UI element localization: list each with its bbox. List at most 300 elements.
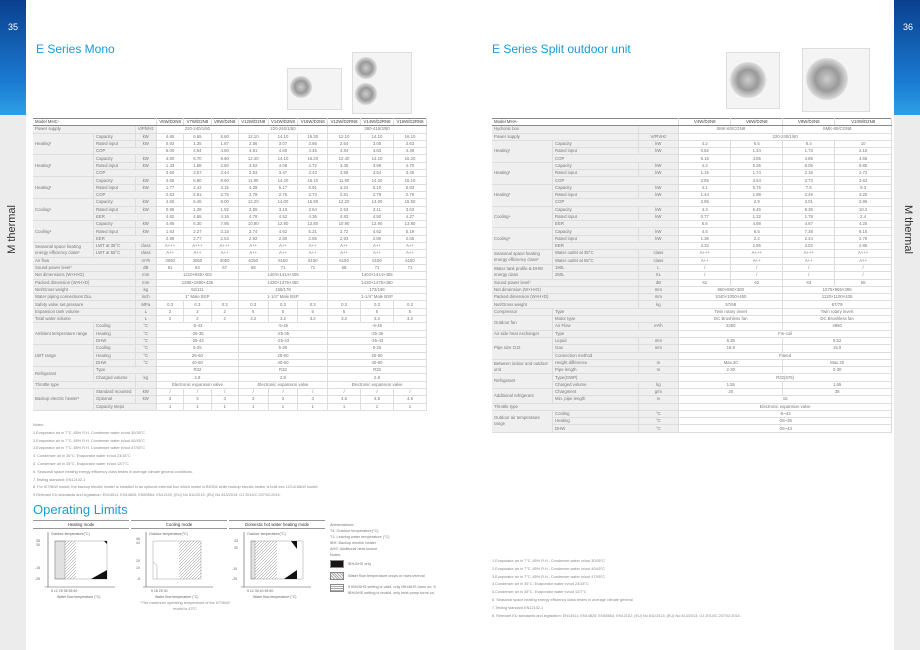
table-cell: 3 bbox=[298, 396, 328, 403]
table-cell: 3.53 bbox=[238, 170, 268, 177]
table-row bbox=[33, 243, 427, 250]
table-cell: 6150 bbox=[238, 257, 268, 264]
table-cell: 5.17 bbox=[268, 184, 298, 191]
table-cell: 1.36 bbox=[679, 235, 731, 242]
row-sublabel: Capacity bbox=[94, 199, 136, 206]
table-cell: 173/195 bbox=[328, 286, 427, 293]
table-cell: 1 bbox=[328, 403, 361, 410]
row-sublabel: LWT at 55°C bbox=[94, 250, 136, 257]
table-cell: 1 bbox=[361, 403, 394, 410]
table-cell: 5.15 bbox=[679, 155, 731, 162]
table-row bbox=[492, 228, 892, 235]
row-unit: kW bbox=[135, 396, 156, 403]
table-cell: 68 bbox=[328, 264, 361, 271]
table-row bbox=[492, 316, 892, 323]
table-cell: 4.80 bbox=[156, 155, 183, 162]
model-label: Model MHC- bbox=[33, 119, 156, 126]
row-group-label: Ambient temperature range bbox=[33, 323, 94, 345]
table-cell: 4.36 bbox=[298, 213, 328, 220]
table-cell: 3.2 bbox=[393, 316, 426, 323]
row-sublabel: Type bbox=[553, 308, 679, 315]
table-cell: 0.3 bbox=[361, 301, 394, 308]
row-sublabel: Heating bbox=[553, 418, 639, 425]
table-row bbox=[33, 177, 427, 184]
table-cell: 4950 bbox=[783, 323, 892, 330]
table-cell: 3.65 bbox=[679, 177, 731, 184]
table-cell: 1.74 bbox=[731, 170, 783, 177]
table-cell: A++ bbox=[184, 250, 211, 257]
row-unit: kW bbox=[135, 140, 156, 147]
blue-corner-band bbox=[894, 0, 920, 115]
table-cell: 3.2 bbox=[238, 316, 268, 323]
svg-text:Water flow temperature (°C): Water flow temperature (°C) bbox=[155, 595, 199, 599]
table-cell: 12.90 bbox=[361, 221, 394, 228]
table-cell: 9.85 bbox=[835, 162, 892, 169]
table-cell: 0.3 bbox=[238, 301, 268, 308]
table-cell: 4.67 bbox=[783, 221, 835, 228]
table-cell: 3.11 bbox=[361, 206, 394, 213]
table-cell: 3.63 bbox=[393, 206, 426, 213]
table-cell: 16.10 bbox=[393, 133, 426, 140]
table-cell: 3.59 bbox=[328, 170, 361, 177]
table-cell: 3 bbox=[184, 396, 211, 403]
table-cell: 2.77 bbox=[184, 235, 211, 242]
row-group-label: Refrigerant bbox=[492, 374, 553, 389]
table-cell: 2 bbox=[156, 316, 183, 323]
row-sublabel: Cooling bbox=[553, 410, 639, 417]
table-cell: 3.15 bbox=[211, 184, 238, 191]
table-cell: A+++ bbox=[184, 243, 211, 250]
svg-text:5 12 35 40 55 60: 5 12 35 40 55 60 bbox=[247, 589, 274, 593]
row-group-label: Cooling⁴ bbox=[33, 199, 94, 221]
table-cell: 5-25 bbox=[156, 345, 238, 352]
page-number: 35 bbox=[8, 22, 19, 32]
table-cell: 1 bbox=[268, 403, 298, 410]
table-cell: 6.45 bbox=[731, 206, 783, 213]
chart-heating-mode bbox=[33, 520, 129, 599]
row-label: Net/Gross weight bbox=[492, 301, 638, 308]
row-unit: °C bbox=[135, 330, 156, 337]
table-cell: 2.27 bbox=[184, 228, 211, 235]
table-cell: 5.91 bbox=[298, 184, 328, 191]
row-sublabel: Optional bbox=[94, 396, 136, 403]
row-sublabel: Capacity bbox=[553, 162, 639, 169]
table-cell: 2.8 bbox=[156, 374, 238, 381]
table-cell: -25-43 bbox=[328, 337, 427, 344]
table-row bbox=[492, 272, 892, 279]
operating-limits-legend: Abbreviations: T4: Outdoor temperature(°C) T1: Leaving water temperature (°C) IBH: Backup electric heater AHS: Additional heat source Notes: IBH/AHS only Water flow temperature drops or rises interval If IBH/AHS setting is valid, only IBH/AHS turns on; If IBH/AHS setting is invalid, only heat pump turns on. bbox=[330, 522, 450, 596]
table-cell: -5-46 bbox=[328, 323, 427, 330]
row-unit: class bbox=[638, 250, 679, 257]
table-cell: 12.20 bbox=[328, 199, 361, 206]
table-cell: A++ bbox=[298, 243, 328, 250]
note-line: 1.Evaporator air in 7°C, 85% R.H., Condenser water in/out 30/35°C bbox=[492, 559, 605, 563]
svg-text:-25: -25 bbox=[35, 577, 41, 581]
table-row bbox=[492, 308, 892, 315]
table-cell: / bbox=[783, 272, 835, 279]
model-column-header: V4W/D2N8 bbox=[679, 119, 731, 126]
table-cell: 1.73 bbox=[783, 148, 835, 155]
row-label: Net dimension (W×H×D) bbox=[492, 286, 638, 293]
table-cell: 1404×1414×405 bbox=[238, 272, 327, 279]
row-sublabel: Min. pipe length bbox=[553, 396, 639, 403]
table-row bbox=[492, 177, 892, 184]
table-cell: Electronic expansion valve bbox=[238, 381, 327, 388]
table-cell: A++ bbox=[156, 250, 183, 257]
table-cell: -25-43 bbox=[156, 337, 238, 344]
table-cell: 3.64 bbox=[298, 206, 328, 213]
table-cell: 40-60 bbox=[156, 359, 238, 366]
row-unit: m³/h bbox=[638, 323, 679, 330]
table-cell: A++ bbox=[268, 243, 298, 250]
table-row bbox=[492, 381, 892, 388]
row-unit: kg bbox=[638, 381, 679, 388]
table-cell: 4.60 bbox=[156, 199, 183, 206]
table-cell: 3.64 bbox=[731, 177, 783, 184]
table-cell: 8.15 bbox=[835, 228, 892, 235]
row-unit: kW bbox=[638, 148, 679, 155]
table-cell: 14.20 bbox=[361, 177, 394, 184]
table-cell: 92/111 bbox=[156, 286, 238, 293]
row-sublabel: Heating bbox=[94, 330, 136, 337]
row-sublabel: Type(GWP) bbox=[553, 374, 679, 381]
chart-title: Heating mode bbox=[33, 521, 129, 529]
table-cell: Electronic expansion valve bbox=[328, 381, 427, 388]
right-side-tab bbox=[894, 0, 920, 650]
lines-swatch-icon bbox=[330, 584, 344, 592]
table-row bbox=[492, 213, 892, 220]
row-label: Total water volume bbox=[33, 316, 135, 323]
table-cell: 1.32 bbox=[731, 213, 783, 220]
note-line: 5. Condenser air in 35°C, Evaporator water in/out 12/7°C bbox=[33, 461, 129, 466]
row-group-label: Heating³ bbox=[492, 184, 553, 206]
row-group-label: Refrigerant bbox=[33, 367, 94, 382]
table-cell: 1 bbox=[184, 403, 211, 410]
table-cell: 2.95 bbox=[835, 243, 892, 250]
table-cell: 14.10 bbox=[268, 133, 298, 140]
svg-text:Outdoor temperature(°C): Outdoor temperature(°C) bbox=[247, 532, 286, 536]
table-cell: 2.72 bbox=[835, 170, 892, 177]
chart-cooling-mode bbox=[131, 520, 227, 599]
table-cell: 3.05 bbox=[361, 140, 394, 147]
model-label: Model MHA- bbox=[492, 119, 679, 126]
note-line: 2.Evaporator air in 7°C, 85% R.H, Condenser water in/out 40/45°C bbox=[33, 438, 145, 443]
table-cell: 20 bbox=[679, 388, 783, 395]
table-cell: 1 bbox=[156, 403, 183, 410]
table-cell: 4.1 bbox=[679, 184, 731, 191]
table-cell: 4.5 bbox=[679, 228, 731, 235]
row-group-label: Cooling⁵ bbox=[33, 221, 94, 243]
row-label: Air flow bbox=[33, 257, 135, 264]
table-cell: 2 bbox=[211, 308, 238, 315]
row-sublabel: Capacity bbox=[94, 133, 136, 140]
table-cell: 2.63 bbox=[156, 191, 183, 198]
row-unit bbox=[638, 126, 679, 133]
table-cell: 4.16 bbox=[211, 213, 238, 220]
cooling-footnote: *The maximum operating temperature of the 5/7/9kW model is 43°C bbox=[140, 601, 230, 611]
row-sublabel: DHW bbox=[553, 425, 639, 432]
table-cell: 3.07 bbox=[268, 140, 298, 147]
row-unit: kW bbox=[135, 133, 156, 140]
table-cell: 3.73 bbox=[783, 177, 835, 184]
row-group-label: Additional refrigerant bbox=[492, 388, 553, 403]
table-cell: 5.10 bbox=[361, 184, 394, 191]
table-cell: SMK-80/CGN8 bbox=[783, 126, 892, 133]
row-sublabel: Rated input bbox=[94, 140, 136, 147]
row-unit bbox=[135, 381, 156, 388]
model-column-header: V14W/D2RN8 bbox=[361, 119, 394, 126]
table-cell: 16.20 bbox=[298, 155, 328, 162]
row-sublabel: Rated input bbox=[94, 206, 136, 213]
row-sublabel: Capacity bbox=[553, 206, 639, 213]
table-cell: 3 bbox=[211, 396, 238, 403]
table-cell: 12.90 bbox=[268, 221, 298, 228]
row-sublabel: DHW bbox=[94, 337, 136, 344]
note-line: 8. For 5/7/9kW model, the backup electric heater is installed in an optional external box which model is BH304 while backup electric heater is built into 12/14/16kW model. bbox=[33, 485, 319, 490]
table-cell: 13.80 bbox=[298, 221, 328, 228]
table-cell: Twin rotary invert bbox=[679, 308, 783, 315]
table-cell: 3.2 bbox=[361, 316, 394, 323]
table-row bbox=[492, 140, 892, 147]
row-unit: °C bbox=[135, 359, 156, 366]
model-column-header: V10W/D2N8 bbox=[835, 119, 892, 126]
row-sublabel: EER bbox=[94, 213, 157, 220]
row-unit: V/Ph/Hz bbox=[135, 126, 156, 133]
page-number: 36 bbox=[902, 22, 913, 32]
row-unit: kW bbox=[638, 213, 679, 220]
table-cell: 4.3 bbox=[679, 206, 731, 213]
table-cell: 2.86 bbox=[835, 199, 892, 206]
row-sublabel: COP bbox=[553, 177, 679, 184]
table-cell: 4.85 bbox=[783, 155, 835, 162]
table-cell: 2.92 bbox=[238, 235, 268, 242]
table-row bbox=[33, 264, 427, 271]
table-cell: 4.83 bbox=[328, 213, 361, 220]
table-cell: 1 bbox=[298, 403, 328, 410]
row-sublabel: Standard mounted bbox=[94, 388, 136, 395]
table-cell: 2.8 bbox=[328, 374, 427, 381]
table-cell: 1-1/4" Male BSP bbox=[328, 294, 427, 301]
row-sublabel: Water outlet at 55°C bbox=[553, 257, 639, 264]
svg-text:10: 10 bbox=[136, 566, 140, 570]
table-cell: 4.60 bbox=[268, 148, 298, 155]
table-cell: 0.3 bbox=[268, 301, 298, 308]
row-group-label: Compressor bbox=[492, 308, 553, 315]
table-cell: 16.30 bbox=[298, 133, 328, 140]
table-cell: 4.5 bbox=[361, 396, 394, 403]
table-cell: 1120×1100×435 bbox=[783, 294, 892, 301]
table-row bbox=[33, 316, 427, 323]
svg-text:-25: -25 bbox=[232, 577, 238, 581]
table-cell: 25-60 bbox=[238, 352, 327, 359]
table-row bbox=[492, 352, 892, 359]
table-cell: 1 bbox=[211, 403, 238, 410]
table-cell: 1404×1414×405 bbox=[328, 272, 427, 279]
table-cell: 4.85 bbox=[156, 221, 183, 228]
table-cell: 6150 bbox=[328, 257, 361, 264]
table-cell: 6.30 bbox=[184, 221, 211, 228]
row-unit: kW bbox=[638, 235, 679, 242]
table-cell: 1.63 bbox=[156, 228, 183, 235]
row-group-label: Water tank profile & DHW energy class bbox=[492, 264, 553, 279]
table-row bbox=[492, 206, 892, 213]
table-cell: Max.20 bbox=[783, 359, 892, 366]
table-cell: 4.65 bbox=[184, 213, 211, 220]
table-row bbox=[492, 279, 892, 286]
table-cell: 3 bbox=[268, 396, 298, 403]
table-cell: 2.53 bbox=[211, 235, 238, 242]
table-cell: 10.90 bbox=[328, 221, 361, 228]
row-unit: kg bbox=[135, 374, 156, 381]
row-unit: g/m bbox=[638, 388, 679, 395]
table-cell: 4.2 bbox=[679, 162, 731, 169]
table-cell: / bbox=[783, 264, 835, 271]
svg-text:5 18 25 30: 5 18 25 30 bbox=[151, 589, 168, 593]
table-cell: DC Brushless fan bbox=[679, 316, 783, 323]
row-unit: dB bbox=[135, 264, 156, 271]
row-group-label: Heating¹ bbox=[33, 133, 94, 155]
hatch-swatch-icon bbox=[330, 572, 344, 580]
model-column-header: V14W/D2N8 bbox=[268, 119, 298, 126]
model-column-header: V7W/D2N8 bbox=[184, 119, 211, 126]
row-unit: m bbox=[638, 396, 679, 403]
row-unit: class bbox=[638, 257, 679, 264]
table-cell: 4.2 bbox=[679, 140, 731, 147]
table-cell: / bbox=[679, 264, 731, 271]
table-cell: 7.95 bbox=[211, 221, 238, 228]
table-row bbox=[33, 279, 427, 286]
table-cell: A++ bbox=[238, 243, 268, 250]
table-cell: -5-46 bbox=[238, 323, 327, 330]
row-sublabel: Cooling bbox=[94, 323, 136, 330]
table-cell: 9.52 bbox=[783, 337, 892, 344]
table-cell: R32 bbox=[238, 367, 327, 374]
note-line: 6. Seasonal space heating energy efficiency class testes in average climate general bbox=[492, 597, 633, 602]
table-row bbox=[492, 301, 892, 308]
svg-text:Outdoor temperature(°C): Outdoor temperature(°C) bbox=[149, 532, 188, 536]
row-label: Net/Gross weight bbox=[33, 286, 135, 293]
table-cell: 6.5 bbox=[731, 228, 783, 235]
table-cell: 4.06 bbox=[268, 162, 298, 169]
row-label: Power supply bbox=[33, 126, 135, 133]
table-cell: 2.56 bbox=[238, 140, 268, 147]
table-cell: 4.65 bbox=[156, 133, 183, 140]
table-cell: 11.90 bbox=[328, 177, 361, 184]
row-label: Sound power level⁷ bbox=[492, 279, 638, 286]
table-cell: A+++ bbox=[835, 250, 892, 257]
table-cell: 2.79 bbox=[361, 191, 394, 198]
table-cell: 3050 bbox=[184, 257, 211, 264]
table-cell: 4.84 bbox=[328, 148, 361, 155]
table-row bbox=[492, 264, 892, 271]
table-cell: 6.35 bbox=[731, 162, 783, 169]
svg-text:Water flow temperature (°C): Water flow temperature (°C) bbox=[253, 595, 297, 599]
table-cell: 5.75 bbox=[731, 184, 783, 191]
table-cell: R32(675) bbox=[679, 374, 892, 381]
svg-text:30: 30 bbox=[36, 543, 40, 547]
table-cell: 4.62 bbox=[361, 228, 394, 235]
table-cell: 3.45 bbox=[328, 162, 361, 169]
table-row bbox=[33, 126, 427, 133]
table-cell: 5.00 bbox=[156, 148, 183, 155]
table-cell: 12.10 bbox=[328, 133, 361, 140]
table-cell: -25~43 bbox=[679, 425, 892, 432]
table-cell: 0.3 bbox=[184, 301, 211, 308]
row-unit: kW bbox=[638, 228, 679, 235]
row-sublabel: Rated input bbox=[94, 184, 136, 191]
row-sublabel: Capacity bbox=[553, 228, 639, 235]
row-sublabel: Type bbox=[553, 330, 679, 337]
table-row bbox=[492, 191, 892, 198]
table-cell: 2.53 bbox=[328, 206, 361, 213]
row-sublabel: 190L bbox=[553, 264, 639, 271]
table-cell: A++ bbox=[268, 250, 298, 257]
table-cell: 3.2 bbox=[328, 316, 361, 323]
table-cell: 6.70 bbox=[184, 155, 211, 162]
table-cell: 3.62 bbox=[835, 177, 892, 184]
table-cell: 5-25 bbox=[238, 345, 327, 352]
table-cell: 5 bbox=[268, 308, 298, 315]
table-cell: -25~35 bbox=[679, 418, 892, 425]
table-cell: / bbox=[268, 388, 298, 395]
table-cell: 3 bbox=[238, 396, 268, 403]
table-cell: 1.98 bbox=[731, 191, 783, 198]
row-group-label: Cooling⁵ bbox=[492, 228, 553, 250]
row-group-label: Between indoor and outdoor unit bbox=[492, 359, 553, 374]
svg-text:46: 46 bbox=[136, 537, 140, 541]
row-sublabel: COP bbox=[553, 155, 679, 162]
row-group-label: Seasonal space heating energy efficiency class⁶ bbox=[492, 250, 553, 265]
table-cell: 5 bbox=[328, 308, 361, 315]
spec-table-mono bbox=[33, 118, 427, 411]
table-row bbox=[492, 148, 892, 155]
table-cell: 15.90 bbox=[298, 199, 328, 206]
row-sublabel: LWT at 35°C bbox=[94, 243, 136, 250]
row-unit: °C bbox=[135, 323, 156, 330]
row-label: Packed dimension (W×H×D) bbox=[492, 294, 638, 301]
row-label: Throttle type bbox=[33, 381, 135, 388]
table-row bbox=[33, 388, 427, 395]
table-cell: 64 bbox=[184, 264, 211, 271]
svg-text:43: 43 bbox=[234, 539, 238, 543]
table-cell: 1040×1000×450 bbox=[679, 294, 783, 301]
note-line: 7.Testing standard EN12102-1 bbox=[492, 605, 544, 610]
table-cell: 0.77 bbox=[679, 213, 731, 220]
table-row bbox=[33, 323, 427, 330]
table-cell: 2.85 bbox=[679, 199, 731, 206]
table-cell: Electronic expansion valve bbox=[156, 381, 238, 388]
table-cell: 65 bbox=[835, 279, 892, 286]
table-cell: 16.10 bbox=[298, 177, 328, 184]
table-row bbox=[492, 359, 892, 366]
row-sublabel: Capacity bbox=[553, 184, 639, 191]
table-cell: 11.90 bbox=[238, 177, 268, 184]
table-cell: 1 bbox=[238, 403, 268, 410]
table-cell: 3.02 bbox=[783, 243, 835, 250]
table-cell: 12.20 bbox=[238, 199, 268, 206]
chart-title: Cooling mode bbox=[131, 521, 227, 529]
table-cell: 4.81 bbox=[238, 148, 268, 155]
table-cell: 4.88 bbox=[731, 221, 783, 228]
row-unit: kW bbox=[638, 206, 679, 213]
row-unit: mm bbox=[638, 294, 679, 301]
table-row bbox=[492, 243, 892, 250]
table-cell: / bbox=[328, 388, 361, 395]
table-row bbox=[492, 286, 892, 293]
row-label: Sound power level⁷ bbox=[33, 264, 135, 271]
notes-split bbox=[492, 558, 892, 620]
row-unit: kW bbox=[638, 191, 679, 198]
